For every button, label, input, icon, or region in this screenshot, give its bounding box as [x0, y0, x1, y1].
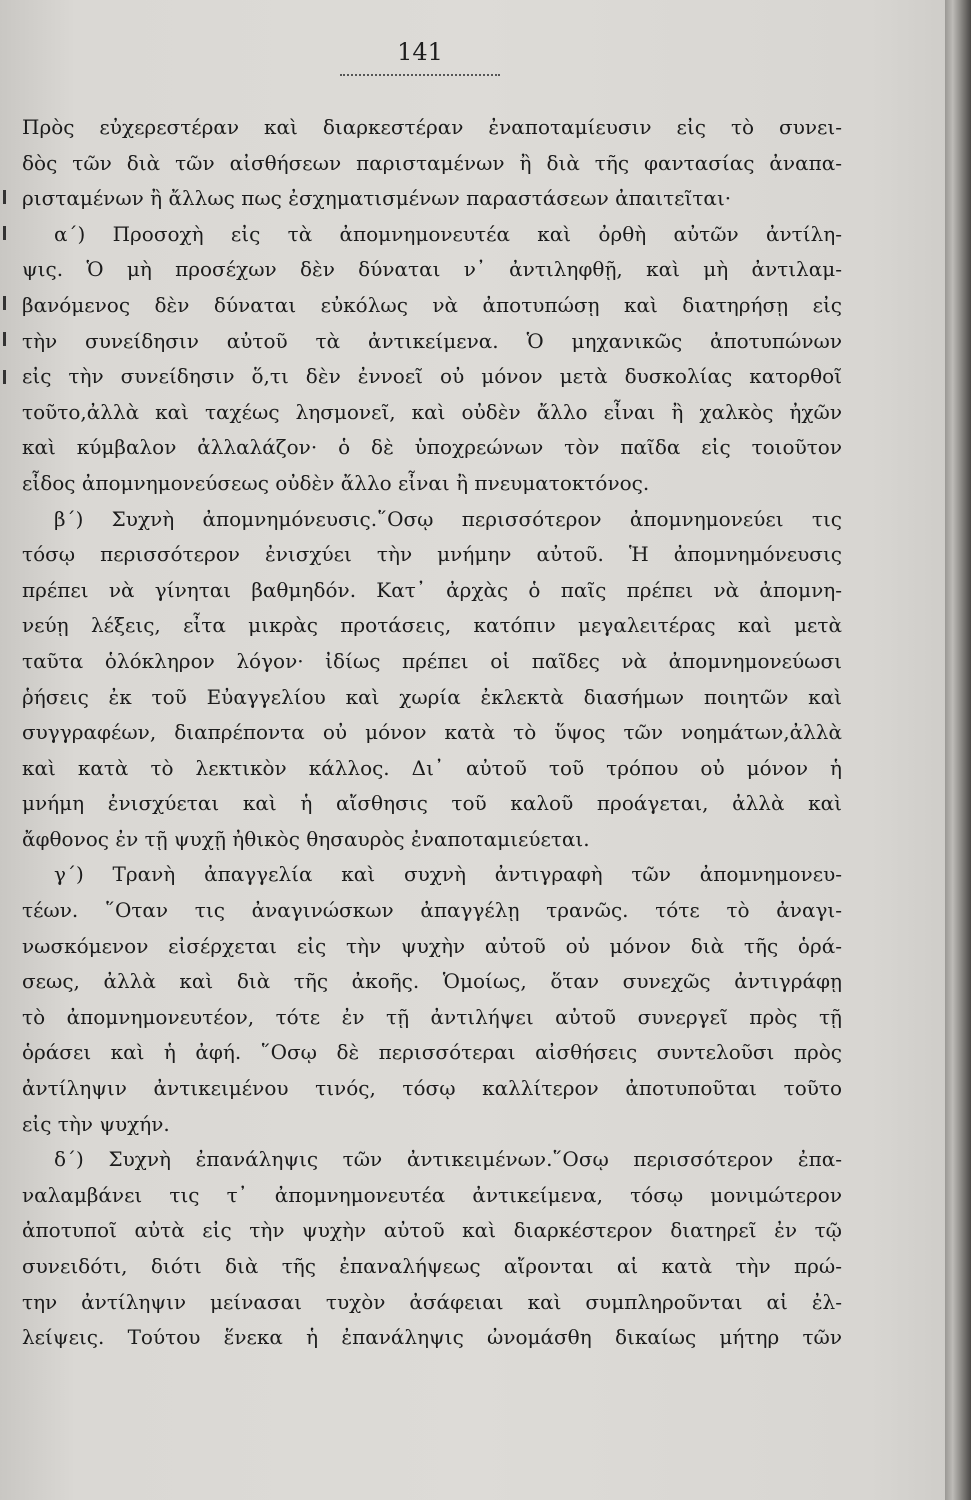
text-line: εἰς τὴν ψυχήν.	[22, 1111, 170, 1136]
text-line: Πρὸς εὐχερεστέραν καὶ διαρκεστέραν ἐναποταμίευσιν εἰς τὸ συνει-	[22, 115, 842, 139]
text-line: βανόμενος δὲν δύναται εὐκόλως νὰ ἀποτυπώσῃ καὶ διατηρήσῃ εἰς	[22, 292, 842, 317]
margin-mark	[3, 370, 6, 384]
text-line: ρισταμένων ἢ ἄλλως πως ἐσχηματισμένων παραστάσεων ἀπαιτεῖται·	[22, 186, 732, 211]
text-line: την ἀντίληψιν μείνασαι τυχὸν ἀσάφειαι καὶ συμπληροῦνται αἱ ἐλ-	[22, 1289, 842, 1314]
margin-mark	[3, 332, 6, 346]
text-line: ῥήσεις ἐκ τοῦ Εὐαγγελίου καὶ χωρία ἐκλεκτὰ διασήμων ποιητῶν καὶ	[22, 684, 842, 709]
margin-mark	[3, 226, 6, 240]
margin-mark	[3, 296, 6, 310]
page-number: 141	[397, 38, 443, 66]
header-rule	[340, 74, 500, 76]
text-line: συγγραφέων, διαπρέποντα οὐ μόνον κατὰ τὸ ὕψος τῶν νοημάτων,ἀλλὰ	[22, 720, 842, 745]
text-line: εἶδος ἀπομνημονεύσεως οὐδὲν ἄλλο εἶναι ἢ πνευματοκτόνος.	[22, 470, 650, 495]
text-line: τόσῳ περισσότερον ἐνισχύει τὴν μνήμην αὐτοῦ. Ἡ ἀπομνημόνευσις	[22, 542, 842, 567]
text-line: ταῦτα ὁλόκληρον λόγον· ἰδίως πρέπει οἱ παῖδες νὰ ἀπομνημονεύωσι	[22, 648, 842, 673]
text-line: α΄) Προσοχὴ εἰς τὰ ἀπομνημονευτέα καὶ ὀρθὴ αὐτῶν ἀντίλη-	[54, 221, 842, 246]
text-line: τέων. ῞Οταν τις ἀναγινώσκων ἀπαγγέλῃ τρανῶς. τότε τὸ ἀναγι-	[22, 898, 842, 923]
text-line: γ΄) Τρανὴ ἀπαγγελία καὶ συχνὴ ἀντιγραφὴ τῶν ἀπομνημονευ-	[54, 862, 842, 887]
text-line: καὶ κύμβαλον ἀλλαλάζον· ὁ δὲ ὑποχρεώνων τὸν παῖδα εἰς τοιοῦτον	[22, 435, 842, 460]
text-line: τὸ ἀπομνημονευτέον, τότε ἐν τῇ ἀντιλήψει αὐτοῦ συνεργεῖ πρὸς τῇ	[22, 1004, 842, 1029]
text-line: εἰς τὴν συνείδησιν ὅ,τι δὲν ἐννοεῖ οὐ μόνον μετὰ δυσκολίας κατορθοῖ	[22, 364, 842, 389]
text-line: συνειδότι, διότι διὰ τῆς ἐπαναλήψεως αἴρονται αἱ κατὰ τὴν πρώ-	[22, 1254, 842, 1278]
text-line: δ΄) Συχνὴ ἐπανάληψις τῶν ἀντικειμένων.῞Οσῳ περισσότερον ἐπα-	[54, 1147, 842, 1172]
text-line: νωσκόμενον εἰσέρχεται εἰς τὴν ψυχὴν αὐτοῦ οὐ μόνον διὰ τῆς ὁρά-	[22, 933, 842, 958]
text-line: ἄφθονος ἐν τῇ ψυχῇ ἠθικὸς θησαυρὸς ἐναποταμιεύεται.	[22, 826, 590, 851]
text-line: ἀποτυποῖ αὐτὰ εἰς τὴν ψυχὴν αὐτοῦ καὶ διαρκέστερον διατηρεῖ ἐν τῷ	[22, 1218, 842, 1243]
text-line: ὁράσει καὶ ἡ ἀφή. ῞Οσῳ δὲ περισσότεραι αἰσθήσεις συντελοῦσι πρὸς	[22, 1040, 842, 1065]
text-line: δὸς τῶν διὰ τῶν αἰσθήσεων παρισταμένων ἢ διὰ τῆς φαντασίας ἀναπα-	[22, 150, 842, 175]
text-line: πρέπει νὰ γίνηται βαθμηδόν. Κατ᾽ ἀρχὰς ὁ παῖς πρέπει νὰ ἀπομνη-	[22, 577, 842, 602]
text-line: καὶ κατὰ τὸ λεκτικὸν κάλλος. Δι᾽ αὐτοῦ τοῦ τρόπου οὐ μόνον ἡ	[22, 755, 842, 780]
text-line: τὴν συνείδησιν αὐτοῦ τὰ ἀντικείμενα. Ὁ μηχανικῶς ἀποτυπώνων	[22, 328, 842, 353]
body-text	[22, 110, 842, 1356]
text-line: μνήμη ἐνισχύεται καὶ ἡ αἴσθησις τοῦ καλοῦ προάγεται, ἀλλὰ καὶ	[22, 791, 842, 816]
text-line: τοῦτο,ἀλλὰ καὶ ταχέως λησμονεῖ, καὶ οὐδὲν ἄλλο εἶναι ἢ χαλκὸς ἠχῶν	[22, 399, 842, 424]
text-line: ψις. Ὁ μὴ προσέχων δὲν δύναται ν᾽ ἀντιληφθῇ, καὶ μὴ ἀντιλαμ-	[22, 257, 842, 282]
text-line: σεως, ἀλλὰ καὶ διὰ τῆς ἀκοῆς. Ὁμοίως, ὅταν συνεχῶς ἀντιγράφῃ	[22, 969, 842, 994]
text-line: ναλαμβάνει τις τ᾽ ἀπομνημονευτέα ἀντικείμενα, τόσῳ μονιμώτερον	[22, 1182, 842, 1207]
book-edge	[945, 0, 971, 1500]
text-line: β΄) Συχνὴ ἀπομνημόνευσις.῞Οσῳ περισσότερον ἀπομνημονεύει τις	[54, 506, 842, 531]
text-line: λείψεις. Τούτου ἕνεκα ἡ ἐπανάληψις ὠνομάσθη δικαίως μήτηρ τῶν	[22, 1325, 842, 1350]
margin-mark	[3, 190, 6, 204]
text-line: ἀντίληψιν ἀντικειμένου τινός, τόσῳ καλλίτερον ἀποτυποῦται τοῦτο	[22, 1076, 842, 1101]
text-line: νεύῃ λέξεις, εἶτα μικρὰς προτάσεις, κατόπιν μεγαλειτέρας καὶ μετὰ	[22, 613, 842, 638]
